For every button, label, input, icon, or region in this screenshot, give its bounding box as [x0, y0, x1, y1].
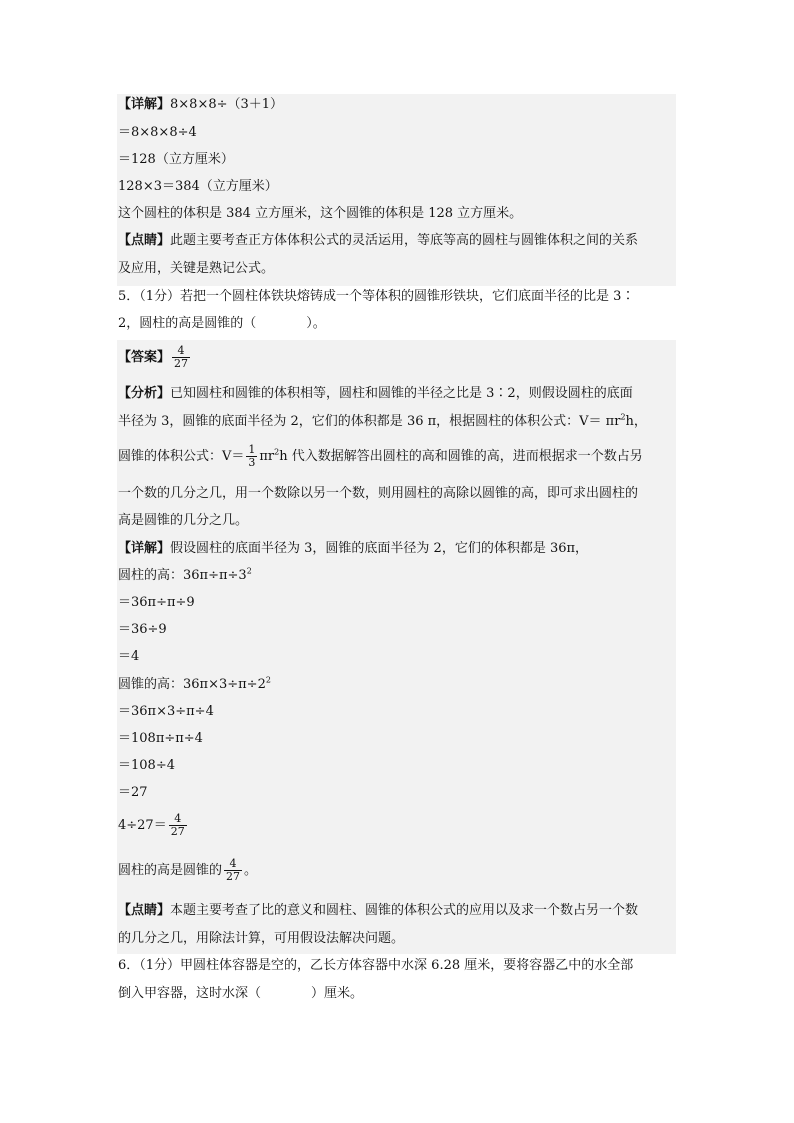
exponent: 2	[274, 447, 280, 457]
analysis-text: h，	[625, 414, 647, 429]
tip-tag: 【点睛】	[118, 233, 171, 248]
analysis-text: 已知圆柱和圆锥的体积相等，圆柱和圆锥的半径之比是 3∶2，则假设圆柱的底面	[170, 386, 633, 401]
tip-line-2: 的几分之几，用除法计算，可用假设法解决问题。	[118, 931, 405, 946]
analysis-line-2	[118, 411, 647, 433]
conclusion-line: 这个圆柱的体积是 384 立方厘米，这个圆锥的体积是 128 立方厘米。	[118, 206, 523, 221]
answer-fraction	[172, 345, 190, 370]
analysis-text: h 代入数据解答出圆柱的高和圆锥的高，进而根据求一个数占另	[279, 449, 643, 464]
result-line	[118, 857, 257, 885]
detail-text: 假设圆柱的底面半径为 3，圆锥的底面半径为 2，它们的体积都是 36π，	[170, 541, 589, 556]
tip-text: 此题主要考查正方体体积公式的灵活运用，等底等高的圆柱与圆锥体积之间的关系	[170, 233, 639, 248]
fraction-numerator: 4	[174, 812, 182, 825]
question-6-text: 倒入甲容器，这时水深（	[118, 986, 262, 1001]
detail-line-1	[118, 538, 588, 560]
detail-text: 8×8×8÷（3＋1）	[170, 97, 284, 112]
result-fraction	[224, 858, 242, 883]
calc-line: ＝108π÷π÷4	[118, 731, 203, 746]
calc-text: 4÷27＝	[118, 818, 167, 833]
question-5-end: ）。	[306, 316, 326, 331]
tip-line	[118, 230, 638, 252]
analysis-text: πr	[259, 449, 275, 464]
analysis-tag: 【分析】	[118, 386, 171, 401]
calc-text: 。	[244, 863, 258, 878]
exponent: 2	[246, 566, 252, 576]
calc-line: ＝27	[118, 785, 148, 800]
ratio-line	[118, 812, 189, 840]
fraction-denominator: 27	[174, 357, 189, 370]
analysis-line-1	[118, 383, 633, 405]
calc-line: ＝36π×3÷π÷4	[118, 704, 214, 719]
question-6-line-1: 6．（1分）甲圆柱体容器是空的，乙长方体容器中水深 6.28 厘米，要将容器乙中的水全部	[118, 958, 634, 973]
fraction-denominator: 3	[248, 456, 256, 469]
question-6-end: ）厘米。	[311, 986, 364, 1001]
fraction-denominator: 27	[170, 825, 185, 838]
fraction-numerator: 4	[229, 857, 237, 870]
calc-text: 圆柱的高是圆锥的	[118, 863, 223, 878]
analysis-line-3	[118, 444, 643, 470]
analysis-line-5: 高是圆锥的几分之几。	[118, 513, 249, 528]
tip-line-1	[118, 900, 638, 922]
question-6-line-2	[118, 983, 363, 1005]
analysis-text: 圆锥的体积公式：V＝	[118, 449, 245, 464]
calc-line: ＝108÷4	[118, 758, 175, 773]
calc-line: ＝36÷9	[118, 622, 167, 637]
answer-line	[118, 344, 192, 372]
tip-text: 本题主要考查了比的意义和圆柱、圆锥的体积公式的应用以及求一个数占另一个数	[170, 903, 639, 918]
fraction-numerator: 4	[177, 344, 185, 357]
calc-line: 128×3＝384（立方厘米）	[118, 179, 278, 194]
question-5-text: 2，圆柱的高是圆锥的（	[118, 316, 257, 331]
analysis-text: 半径为 3，圆锥的底面半径为 2，它们的体积都是 36 π，根据圆柱的体积公式：V＝ πr	[118, 414, 621, 429]
detail-tag: 【详解】	[118, 97, 171, 112]
one-third-fraction	[246, 444, 257, 469]
calc-line: ＝8×8×8÷4	[118, 125, 197, 140]
question-5-line-1: 5．（1分）若把一个圆柱体铁块熔铸成一个等体积的圆锥形铁块，它们底面半径的比是 3∶	[118, 289, 635, 304]
cone-height-line	[118, 674, 271, 696]
analysis-line-4: 一个数的几分之几，用一个数除以另一个数，则用圆柱的高除以圆锥的高，即可求出圆柱的	[118, 486, 639, 501]
detail-tag: 【详解】	[118, 541, 171, 556]
tip-line-2: 及应用，关键是熟记公式。	[118, 261, 275, 276]
cylinder-height-line	[118, 565, 252, 587]
calc-line: ＝128（立方厘米）	[118, 152, 234, 167]
fraction-numerator: 1	[248, 443, 256, 456]
calc-line: ＝36π÷π÷9	[118, 595, 195, 610]
tip-tag: 【点睛】	[118, 903, 171, 918]
answer-tag: 【答案】	[118, 350, 171, 365]
calc-line: ＝4	[118, 649, 140, 664]
question-5-line-2	[118, 313, 326, 335]
calc-text: 圆柱的高：36π÷π÷3	[118, 568, 247, 583]
calc-text: 圆锥的高：36π×3÷π÷2	[118, 677, 266, 692]
detail-line	[118, 94, 283, 116]
exponent: 2	[265, 675, 271, 685]
exponent: 2	[620, 412, 626, 422]
result-fraction	[169, 813, 187, 838]
fraction-denominator: 27	[226, 870, 241, 883]
